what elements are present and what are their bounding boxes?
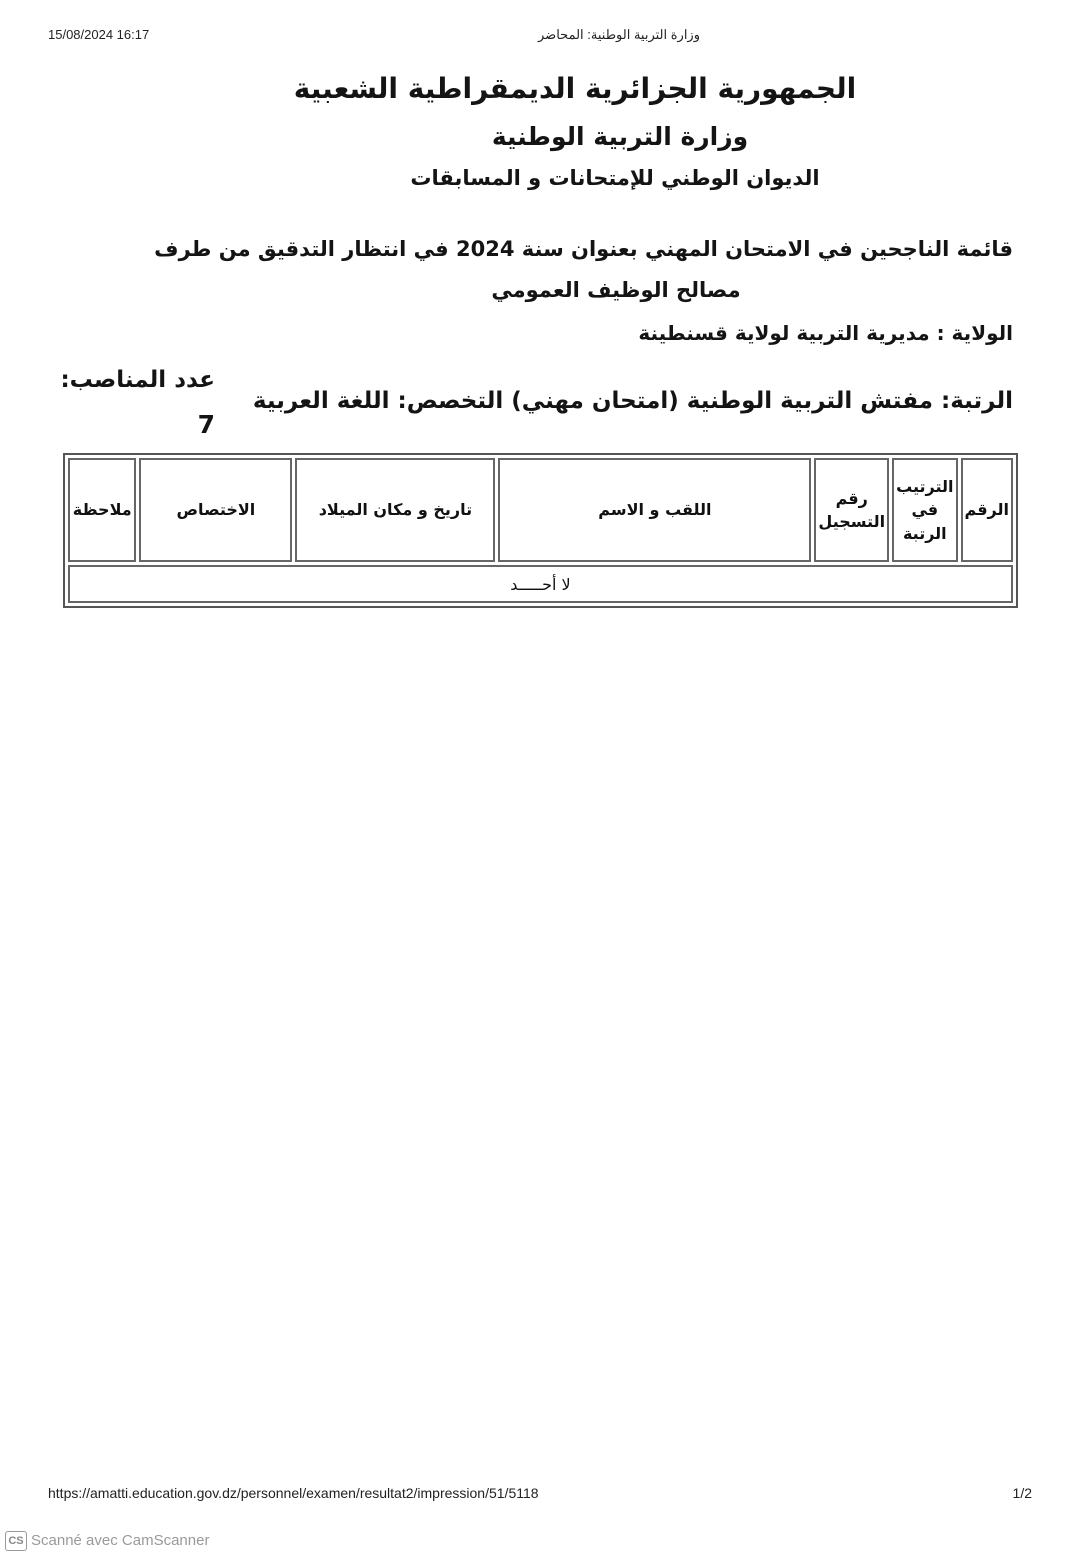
positions-value: 7 xyxy=(197,410,215,439)
results-table xyxy=(63,453,1018,608)
republic-heading: الجمهورية الجزائرية الديمقراطية الشعبية xyxy=(293,72,857,105)
office-heading: الديوان الوطني للإمتحانات و المسابقات xyxy=(410,166,820,190)
col-birth: تاريخ و مكان الميلاد xyxy=(295,458,495,562)
rank-line: الرتبة: مفتش التربية الوطنية (امتحان مهني) التخصص: اللغة العربية xyxy=(252,388,1013,414)
wilaya-line: الولاية : مديرية التربية لولاية قسنطينة xyxy=(638,321,1013,345)
print-datetime: 15/08/2024 16:17 xyxy=(48,27,150,42)
table-row xyxy=(68,565,1013,603)
positions-label: عدد المناصب: xyxy=(60,367,215,393)
list-title-line1: قائمة الناجحين في الامتحان المهني بعنوان سنة 2024 في انتظار التدقيق من طرف xyxy=(154,237,1013,261)
camscanner-logo-icon: CS xyxy=(5,1531,27,1551)
col-registration: رقم التسجيل xyxy=(814,458,889,562)
col-note: ملاحظة xyxy=(68,458,136,562)
camscanner-watermark: Scanné avec CamScanner xyxy=(31,1532,210,1549)
table-header-row xyxy=(68,458,1013,562)
print-page-title: وزارة التربية الوطنية: المحاضر xyxy=(538,27,700,42)
col-number: الرقم xyxy=(961,458,1013,562)
col-rank-order: الترتيب في الرتبة xyxy=(892,458,957,562)
list-title-line2: مصالح الوظيف العمومي xyxy=(491,278,741,302)
page-number: 1/2 xyxy=(1012,1485,1032,1501)
ministry-heading: وزارة التربية الوطنية xyxy=(491,122,749,151)
print-url: https://amatti.education.gov.dz/personnel/examen/resultat2/impression/51/5118 xyxy=(48,1485,539,1501)
col-name: اللقب و الاسم xyxy=(498,458,811,562)
empty-row-cell: لا أحـــــد xyxy=(68,565,1013,603)
col-specialty: الاختصاص xyxy=(139,458,292,562)
